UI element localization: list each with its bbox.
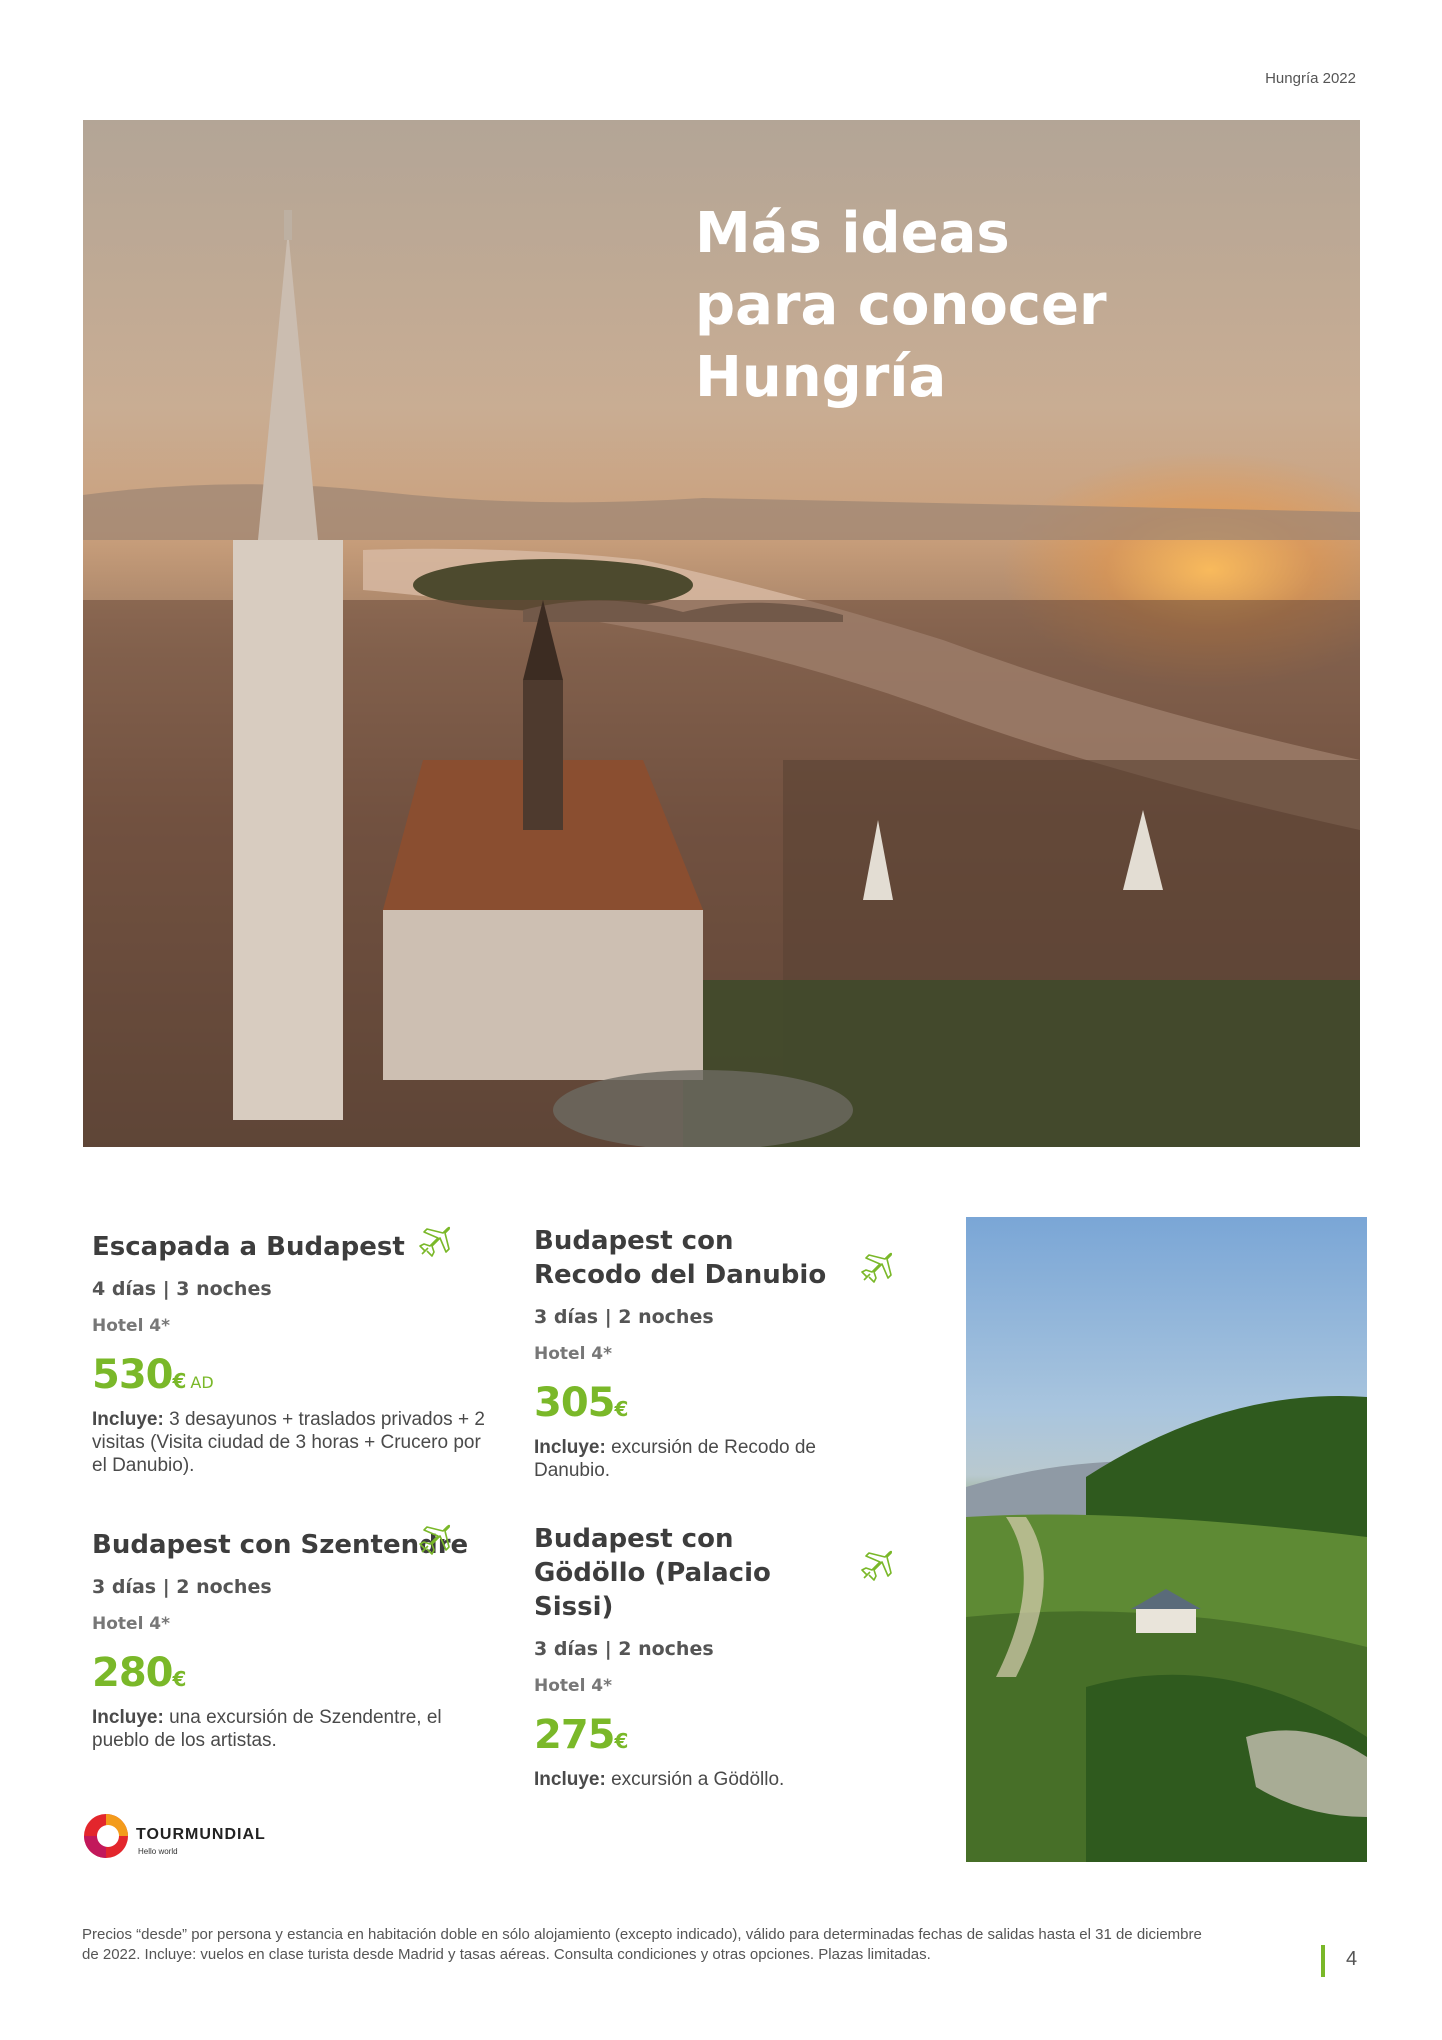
includes-label: Incluye: <box>92 1707 164 1728</box>
tourmundial-logo <box>82 1812 282 1862</box>
package-hotel: Hotel 4* <box>534 1344 613 1364</box>
page-title <box>695 198 1360 414</box>
includes-text: excursión a Gödöllo. <box>611 1769 785 1790</box>
vineyard-landscape <box>966 1217 1367 1862</box>
includes-text: una excursión de Szendentre, el pueblo de los artistas. <box>92 1707 442 1751</box>
logo-tagline: Hello world <box>138 1847 178 1856</box>
includes-label: Incluye: <box>92 1409 164 1430</box>
price-currency: € <box>172 1369 187 1393</box>
package-card-szentendre <box>92 1528 492 1752</box>
header-tag: Hungría 2022 <box>1265 70 1356 87</box>
price-disclaimer: Precios “desde” por persona y estancia en habitación doble en sólo alojamiento (excepto indicado), válido para determinadas fechas de salidas hasta el 31 de diciembre de 2022. Incluye: vuelos en clase turista desde Madrid y tasas aéreas. Consulta condiciones y otras opciones. Plazas limitadas. <box>82 1926 1202 1963</box>
package-card-recodo-danubio <box>534 1224 834 1482</box>
price-suffix: AD <box>190 1373 214 1392</box>
page-number: 4 <box>1346 1948 1358 1970</box>
package-title: Budapest con Gödöllo (Palacio Sissi) <box>534 1524 771 1622</box>
package-duration: 3 días | 2 noches <box>534 1638 714 1660</box>
package-price <box>92 1650 492 1696</box>
package-card-escapada-budapest <box>92 1230 492 1477</box>
package-price <box>534 1712 834 1758</box>
package-duration: 3 días | 2 noches <box>92 1576 272 1598</box>
page-title-line-2: para conocer Hungría <box>695 273 1107 410</box>
package-hotel: Hotel 4* <box>92 1316 171 1336</box>
package-hotel: Hotel 4* <box>92 1614 171 1634</box>
includes-text: excursión de Recodo de Danubio. <box>534 1437 817 1481</box>
price-currency: € <box>614 1397 629 1421</box>
includes-label: Incluye: <box>534 1769 606 1790</box>
logo-mark-icon <box>82 1812 130 1860</box>
price-amount: 305 <box>534 1380 615 1426</box>
package-price <box>534 1380 834 1426</box>
plane-icon <box>858 1250 894 1286</box>
package-hotel: Hotel 4* <box>534 1676 613 1696</box>
package-duration: 3 días | 2 noches <box>534 1306 714 1328</box>
price-currency: € <box>172 1667 187 1691</box>
price-amount: 530 <box>92 1352 173 1398</box>
includes-text: 3 desayunos + traslados privados + 2 visitas (Visita ciudad de 3 horas + Crucero por el Danubio). <box>92 1409 485 1476</box>
vineyard-image <box>966 1217 1367 1862</box>
package-includes <box>534 1436 834 1482</box>
package-includes <box>534 1768 834 1791</box>
price-amount: 280 <box>92 1650 173 1696</box>
package-price <box>92 1352 492 1398</box>
plane-icon <box>858 1548 894 1584</box>
plane-icon <box>416 1522 452 1558</box>
package-title: Budapest con Szentendre <box>92 1530 469 1560</box>
logo-wordmark: TOURMUNDIAL <box>136 1826 266 1843</box>
price-amount: 275 <box>534 1712 615 1758</box>
page-title-line-1: Más ideas <box>695 201 1010 266</box>
price-currency: € <box>614 1729 629 1753</box>
package-includes <box>92 1706 492 1752</box>
package-includes <box>92 1408 492 1477</box>
plane-icon <box>416 1224 452 1260</box>
page-number-bar <box>1321 1945 1325 1977</box>
package-duration: 4 días | 3 noches <box>92 1278 272 1300</box>
includes-label: Incluye: <box>534 1437 606 1458</box>
hero-image <box>83 120 1360 1147</box>
package-title: Budapest con Recodo del Danubio <box>534 1226 827 1290</box>
package-card-godollo <box>534 1522 834 1791</box>
package-title: Escapada a Budapest <box>92 1232 405 1262</box>
